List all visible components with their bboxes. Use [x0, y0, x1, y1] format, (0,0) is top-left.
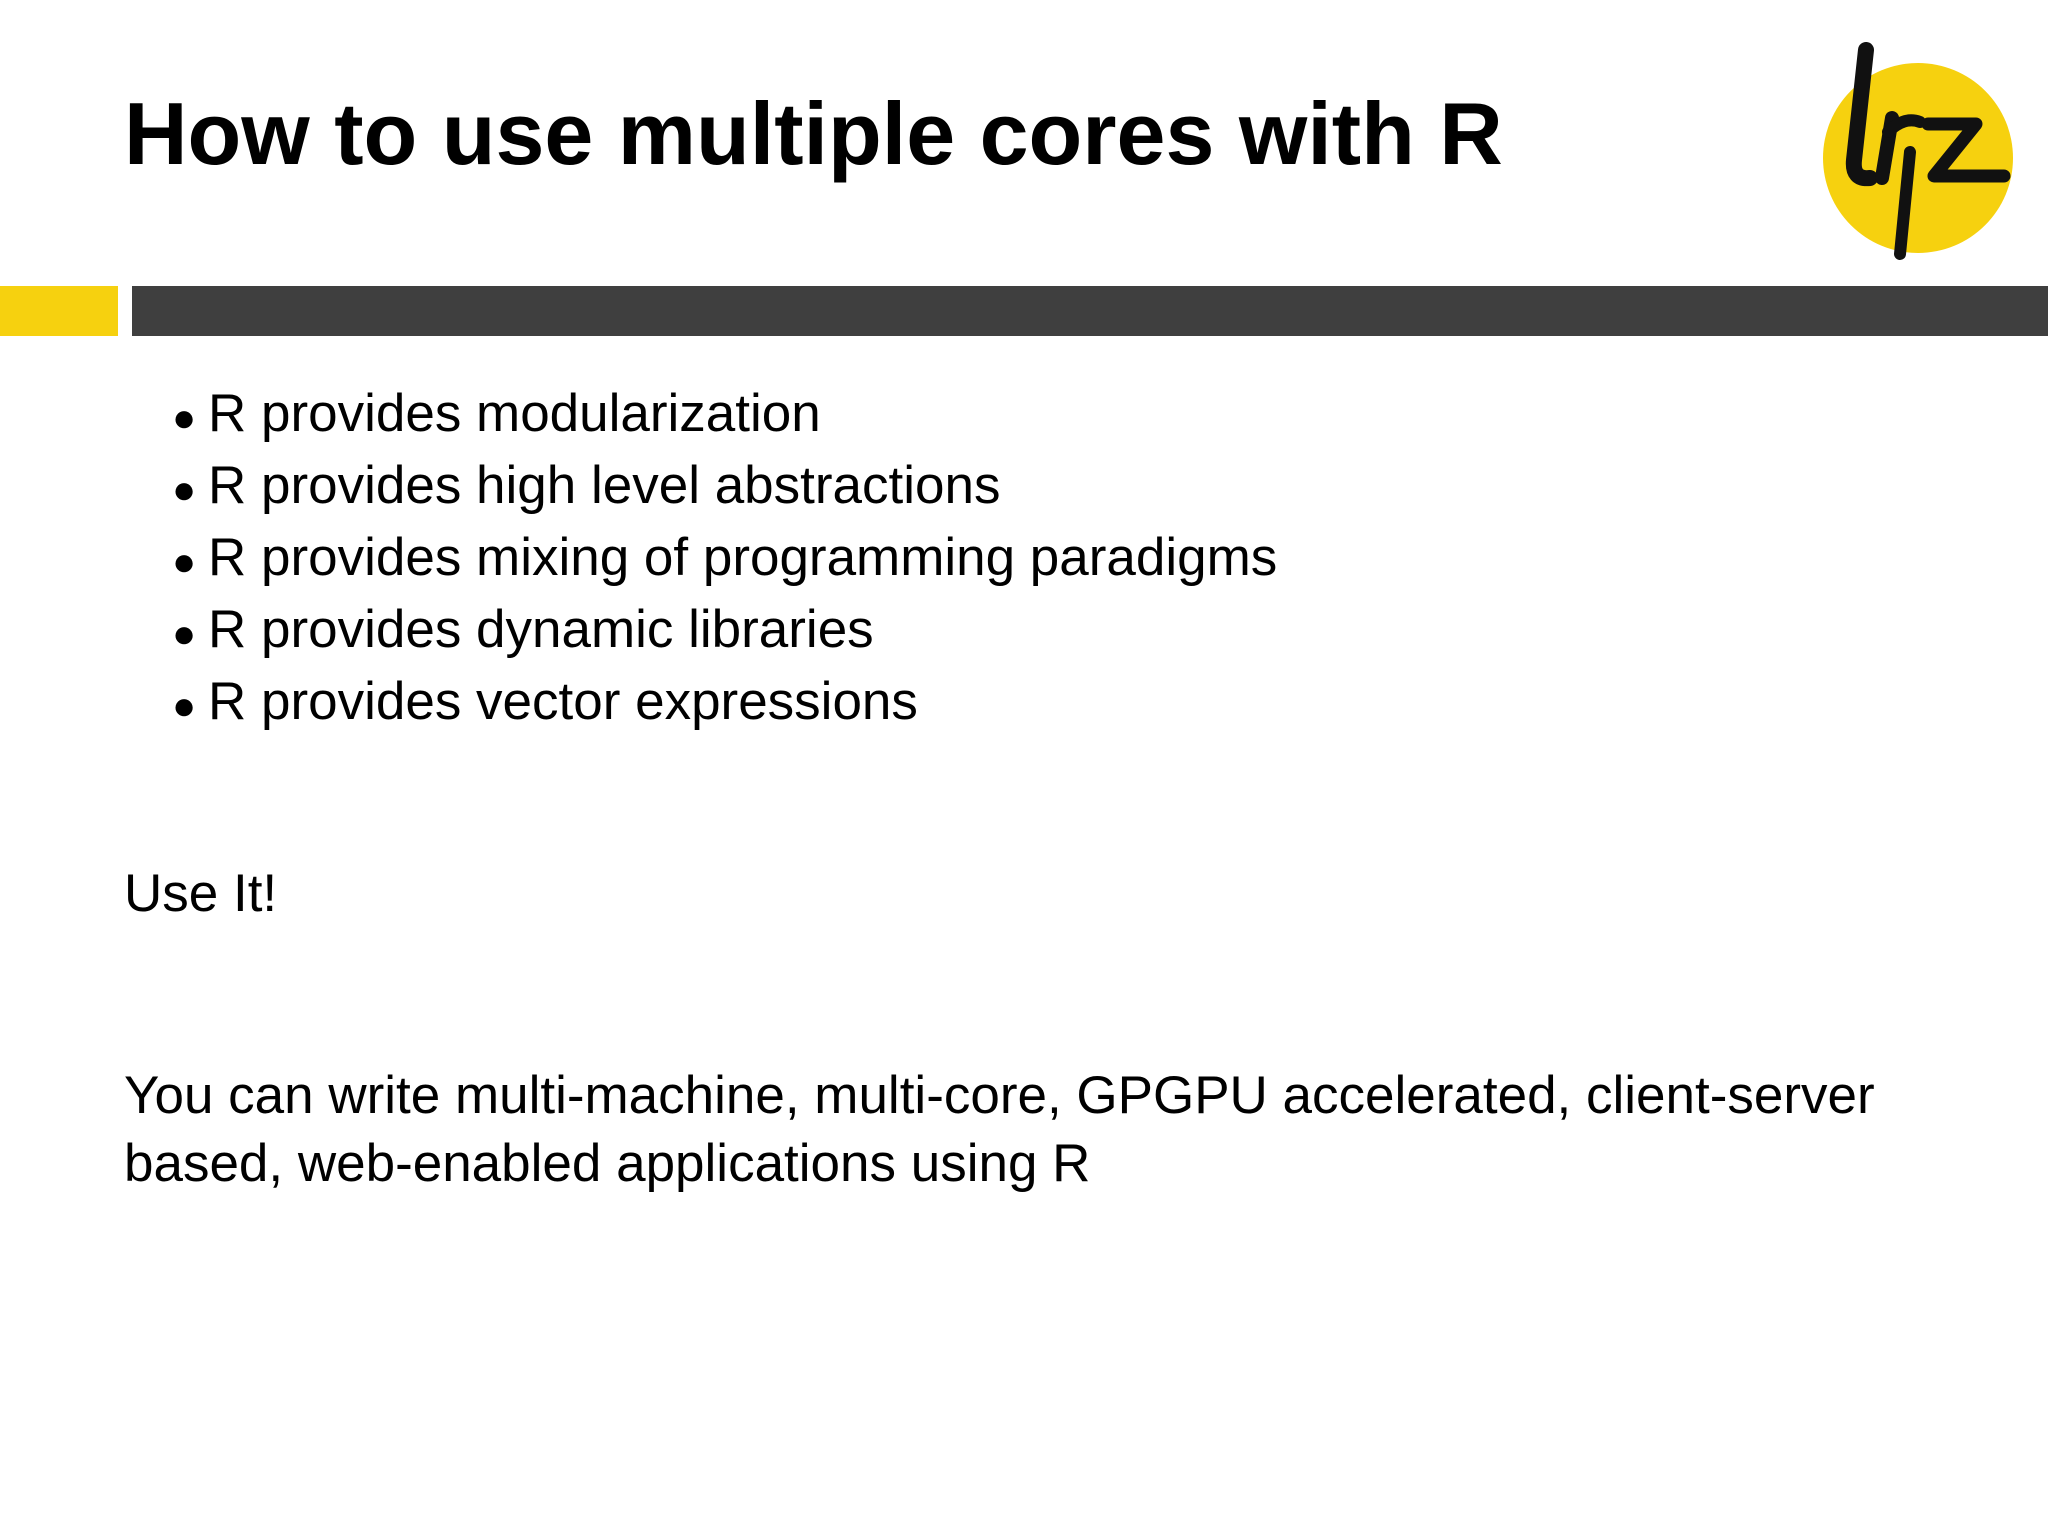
list-item: ● R provides modularization — [172, 380, 1277, 452]
bullet-icon: ● — [172, 396, 197, 440]
use-it-text: Use It! — [124, 864, 278, 923]
closing-paragraph: You can write multi-machine, multi-core, GPGPU accelerated, client-server based, web-enabled applications using R — [124, 1066, 1875, 1193]
bullet-icon: ● — [172, 684, 197, 728]
header-divider-bar — [132, 286, 2048, 336]
header-accent-bar — [0, 286, 118, 336]
slide-title: How to use multiple cores with R — [124, 84, 1503, 183]
list-item: ● R provides dynamic libraries — [172, 596, 1277, 668]
bullet-icon: ● — [172, 468, 197, 512]
bullet-list — [172, 380, 1277, 740]
list-item: ● R provides mixing of programming paradigms — [172, 524, 1277, 596]
list-item: ● R provides high level abstractions — [172, 452, 1277, 524]
lrz-logo — [1808, 40, 2028, 270]
bullet-icon: ● — [172, 612, 197, 656]
list-item: ● R provides vector expressions — [172, 668, 1277, 740]
bullet-icon: ● — [172, 540, 197, 584]
